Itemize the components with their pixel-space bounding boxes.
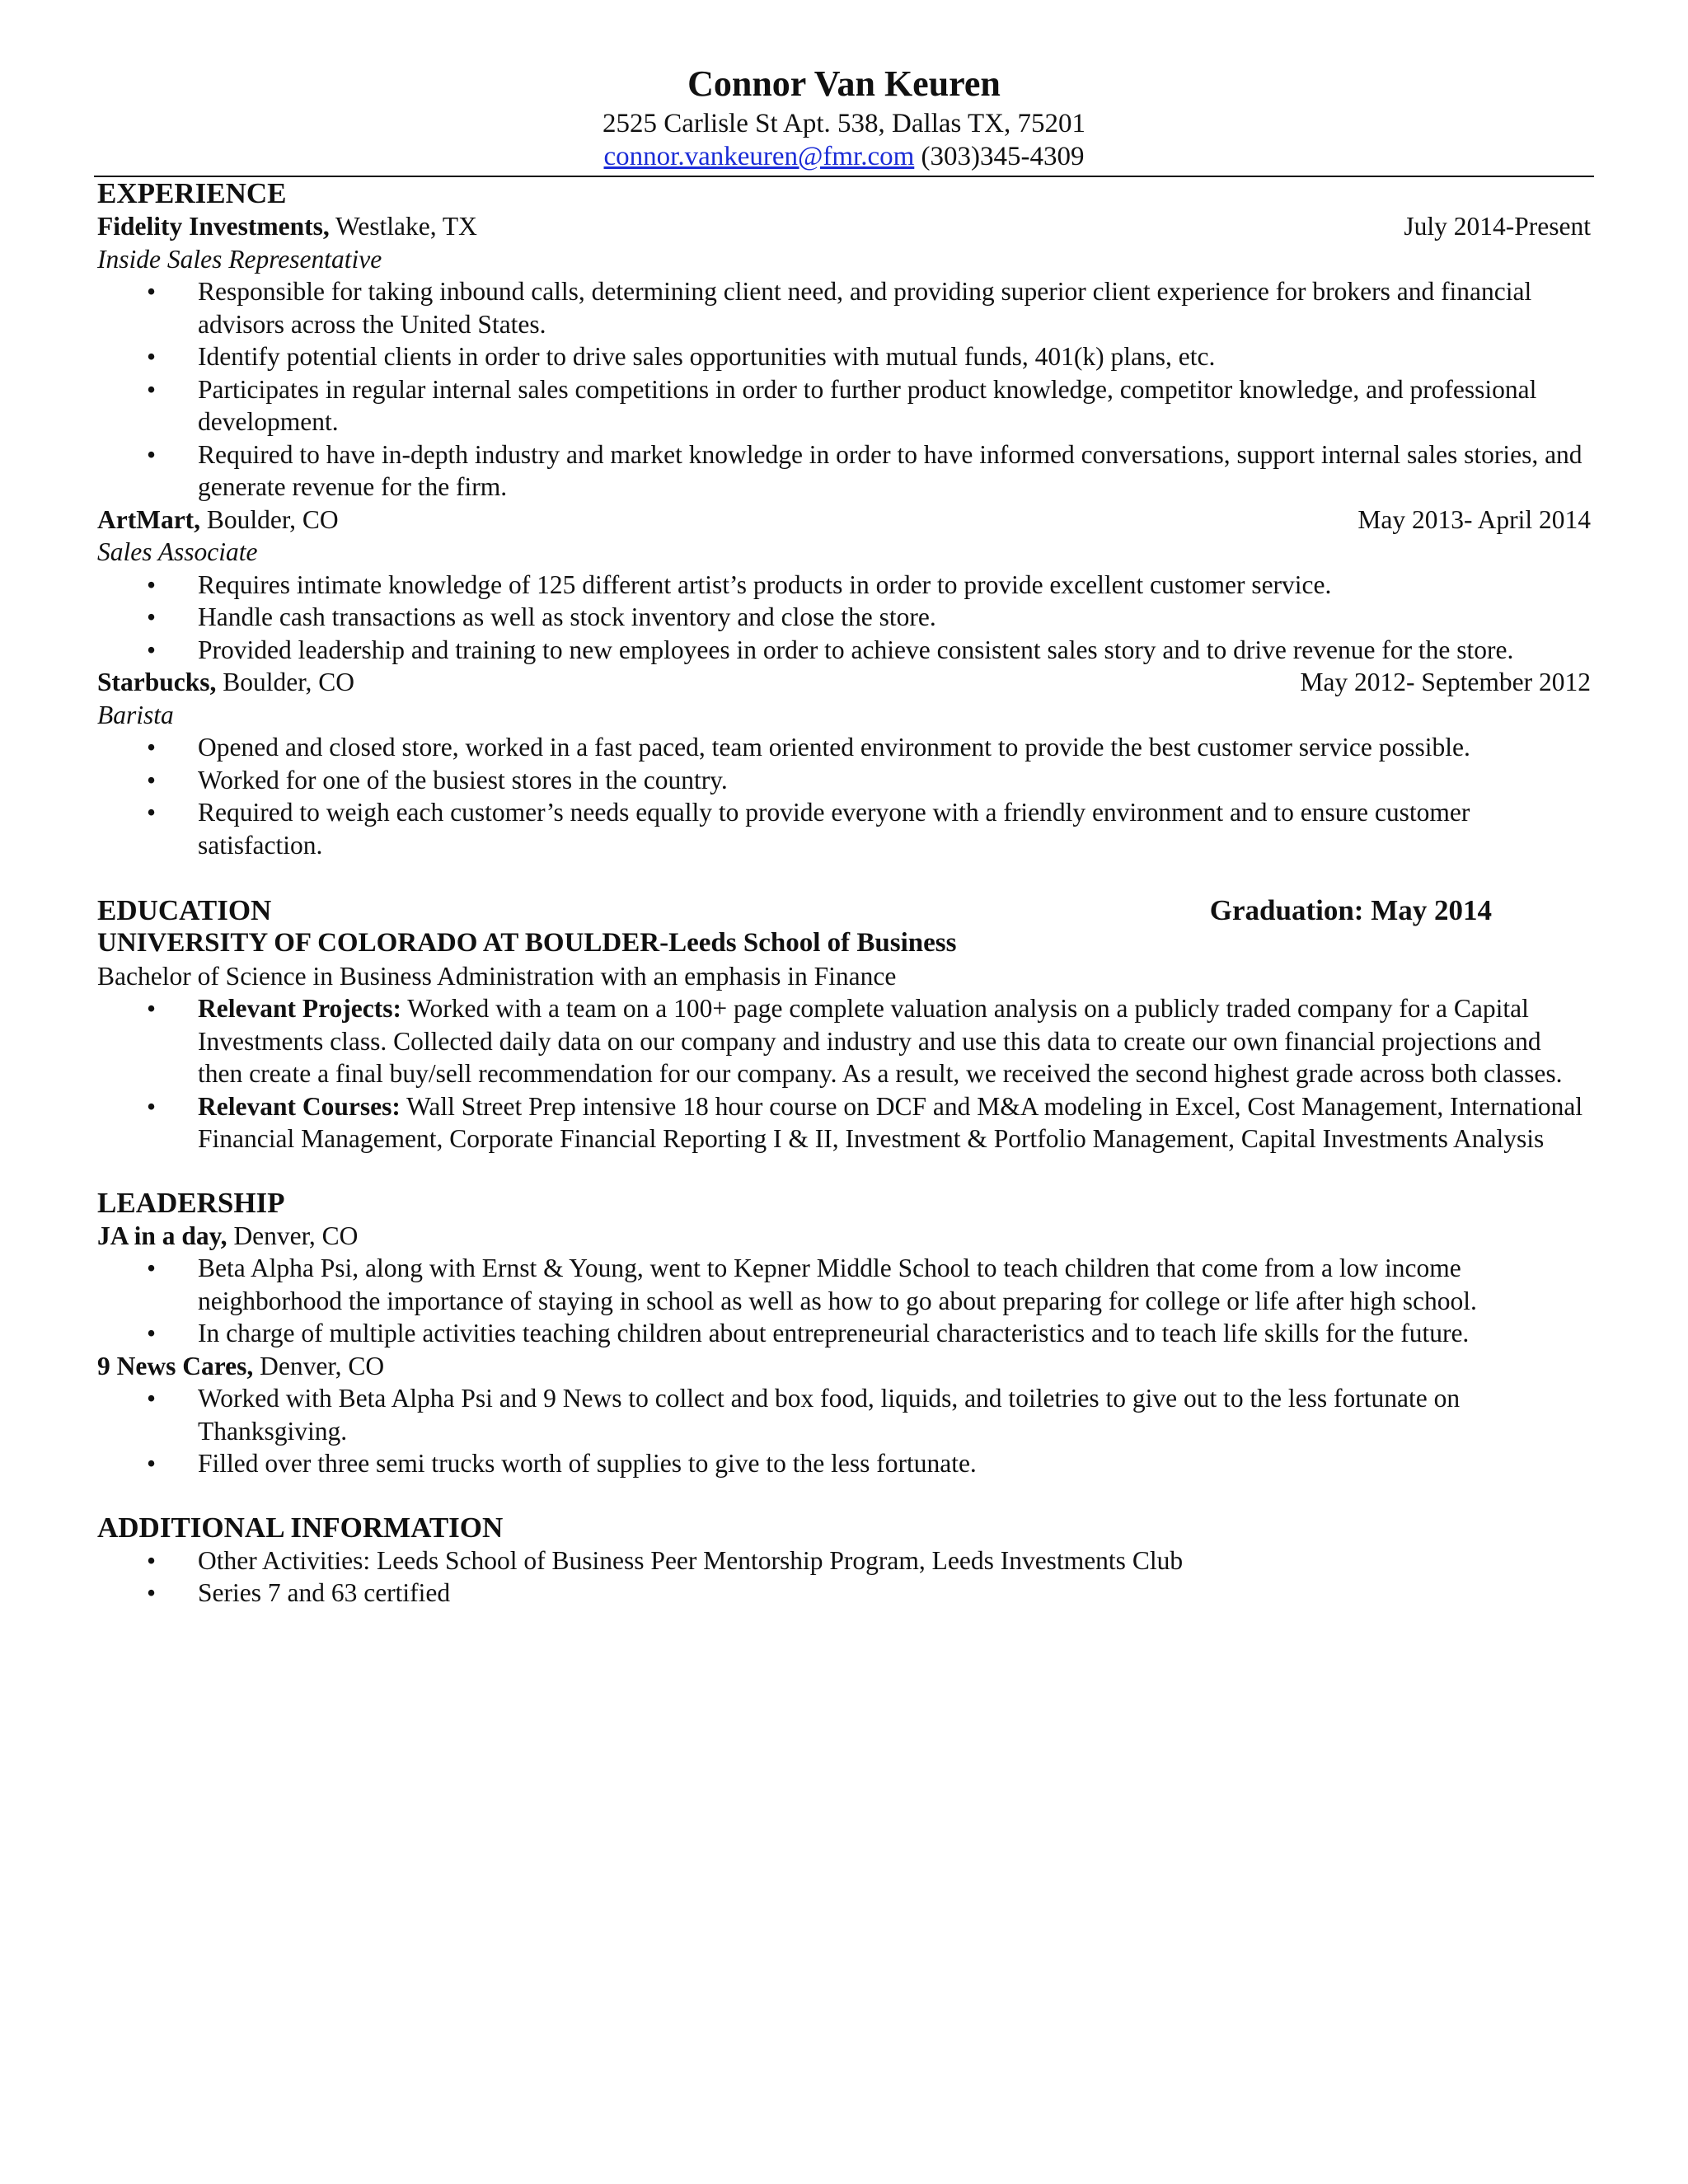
job-bullets (97, 275, 1591, 504)
list-item: • Requires intimate knowledge of 125 different artist’s products in order to provide excellent customer service. (198, 569, 1591, 602)
experience-section (97, 177, 1591, 861)
job-role: Barista (97, 700, 174, 729)
leadership-bullets (97, 1382, 1591, 1480)
company-name: Fidelity Investments, (97, 212, 330, 241)
list-item: • Responsible for taking inbound calls, determining client need, and providing superior client experience for brokers and financial advisors across the United States. (198, 275, 1591, 340)
job-header (97, 210, 1591, 243)
resume-header (97, 58, 1591, 173)
leadership-section (97, 1187, 1591, 1480)
section-spacer (97, 1155, 1591, 1187)
education-section (97, 894, 1591, 1155)
job-role: Sales Associate (97, 537, 258, 566)
company-name: Starbucks, (97, 668, 217, 696)
list-item: • Participates in regular internal sales competitions in order to further product knowledge, competitor knowledge, and professional development. (198, 373, 1591, 438)
school-name: UNIVERSITY OF COLORADO AT BOULDER-Leeds School of Business (97, 928, 957, 958)
courses-text: Wall Street Prep intensive 18 hour course on DCF and M&A modeling in Excel, Cost Management, International Financial Management, Corporate Financial Reporting I & II, Investment & Portfolio Management, Capital Investments Analysis (198, 1091, 1583, 1153)
email-link[interactable]: connor.vankeuren@fmr.com (603, 142, 915, 171)
job-location: Boulder, CO (206, 504, 339, 534)
candidate-name: Connor Van Keuren (687, 63, 1001, 104)
job-entry (97, 504, 1591, 667)
job-dates: July 2014-Present (1404, 212, 1591, 241)
leadership-header (97, 1220, 1591, 1253)
job-entry (97, 666, 1591, 861)
list-item: • Worked with Beta Alpha Psi and 9 News to collect and box food, liquids, and toiletries to give out to the less fortunate on Thanksgiving. (198, 1382, 1591, 1447)
list-item: • Filled over three semi trucks worth of supplies to give to the less fortunate. (198, 1447, 1591, 1480)
leadership-entry (97, 1350, 1591, 1480)
list-item: • Required to weigh each customer’s needs equally to provide everyone with a friendly environment and to ensure customer satisfaction. (198, 796, 1591, 861)
additional-bullets (97, 1544, 1591, 1610)
job-role: Inside Sales Representative (97, 244, 382, 274)
job-employer (97, 504, 339, 537)
job-location: Westlake, TX (335, 212, 477, 241)
section-title-leadership: LEADERSHIP (97, 1186, 285, 1219)
list-item: • Worked for one of the busiest stores in the country. (198, 764, 1591, 797)
list-item: • Required to have in-depth industry and market knowledge in order to have informed conversations, support internal sales stories, and generate revenue for the firm. (198, 438, 1591, 504)
job-employer (97, 666, 354, 699)
job-bullets (97, 731, 1591, 861)
leadership-entry (97, 1220, 1591, 1350)
job-entry (97, 210, 1591, 504)
projects-label: Relevant Projects: (198, 994, 401, 1023)
leadership-header (97, 1350, 1591, 1383)
org-name: 9 News Cares, (97, 1351, 254, 1380)
company-name: ArtMart, (97, 504, 201, 534)
graduation-date: Graduation: May 2014 (1209, 894, 1492, 926)
projects-text: Worked with a team on a 100+ page complete valuation analysis on a publicly traded company for a Capital Investments class. Collected daily data on our company and industry and use this data to create our own financial projections and then create a final buy/sell recommendation for our company. As a result, we received the second highest grade across both classes. (198, 994, 1563, 1088)
list-item (198, 1090, 1591, 1155)
job-bullets (97, 569, 1591, 667)
list-item: • Other Activities: Leeds School of Business Peer Mentorship Program, Leeds Investments Club (198, 1544, 1591, 1577)
list-item: • Handle cash transactions as well as stock inventory and close the store. (198, 601, 1591, 634)
section-spacer (97, 1480, 1591, 1511)
org-location: Denver, CO (233, 1221, 359, 1250)
section-spacer (97, 861, 1591, 894)
section-title-additional: ADDITIONAL INFORMATION (97, 1511, 504, 1544)
list-item: • Provided leadership and training to new employees in order to achieve consistent sales story and to drive revenue for the store. (198, 634, 1591, 667)
section-title-education: EDUCATION (97, 894, 272, 926)
org-location: Denver, CO (260, 1351, 385, 1380)
education-bullets (97, 992, 1591, 1155)
courses-label: Relevant Courses: (198, 1091, 401, 1121)
education-header (97, 894, 1591, 927)
job-dates: May 2012- September 2012 (1300, 668, 1591, 696)
job-dates: May 2013- April 2014 (1357, 504, 1591, 534)
org-name: JA in a day, (97, 1221, 227, 1250)
degree: Bachelor of Science in Business Administration with an emphasis in Finance (97, 961, 897, 991)
leadership-bullets (97, 1252, 1591, 1350)
phone-number: (303)345-4309 (921, 142, 1085, 171)
list-item: • In charge of multiple activities teaching children about entrepreneurial characteristics and to teach life skills for the future. (198, 1317, 1591, 1350)
contact-line (97, 140, 1591, 173)
list-item: • Series 7 and 63 certified (198, 1577, 1591, 1610)
list-item: • Beta Alpha Psi, along with Ernst & Young, went to Kepner Middle School to teach children that come from a low income neighborhood the importance of staying in school as well as how to go about preparing for college or life after high school. (198, 1252, 1591, 1317)
list-item: • Identify potential clients in order to drive sales opportunities with mutual funds, 401(k) plans, etc. (198, 340, 1591, 373)
job-location: Boulder, CO (223, 668, 355, 696)
job-header (97, 666, 1591, 699)
job-header (97, 504, 1591, 537)
section-title-experience: EXPERIENCE (97, 177, 287, 209)
job-employer (97, 210, 477, 243)
list-item (198, 992, 1591, 1090)
list-item: • Opened and closed store, worked in a fast paced, team oriented environment to provide the best customer service possible. (198, 731, 1591, 764)
address: 2525 Carlisle St Apt. 538, Dallas TX, 75201 (602, 109, 1086, 138)
additional-section (97, 1511, 1591, 1610)
